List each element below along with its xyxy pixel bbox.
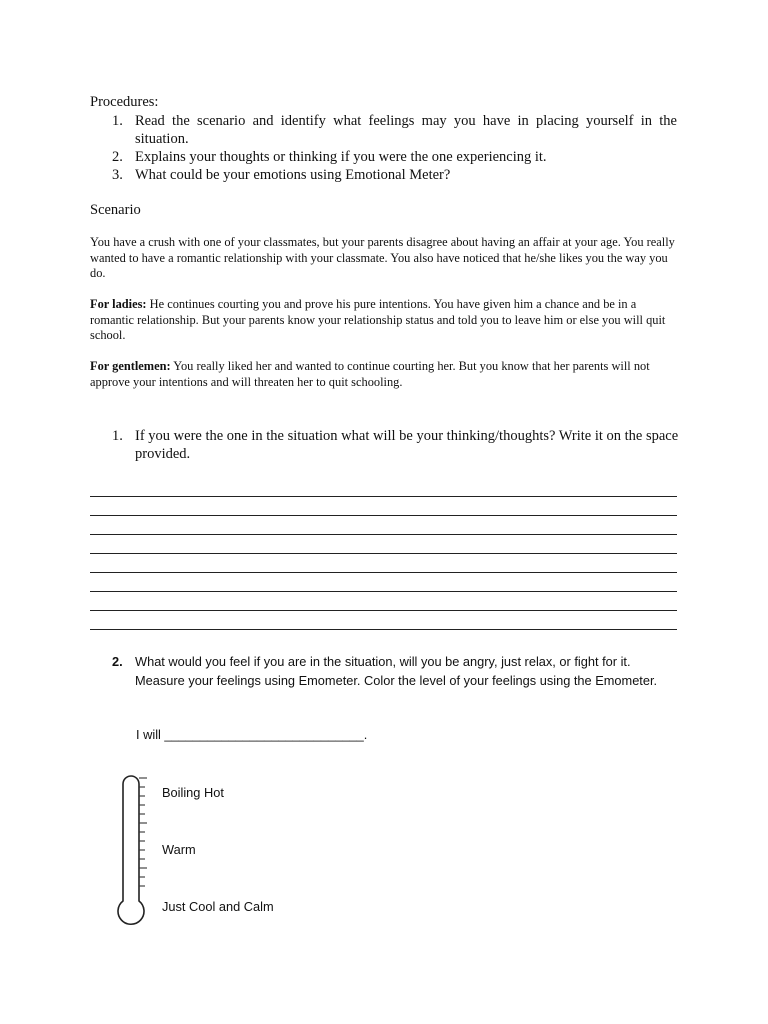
procedure-text: Read the scenario and identify what feelings may you have in placing yourself in the situation.	[135, 113, 677, 147]
gentlemen-text: You really liked her and wanted to continue courting her. But you know that her parents will not approve your intentions and will threaten her to quit schooling.	[90, 359, 650, 389]
question-1-text: If you were the one in the situation what will be your thinking/thoughts? Write it on the space provided.	[135, 428, 679, 462]
scenario-ladies	[90, 297, 678, 344]
answer-line[interactable]	[90, 610, 677, 611]
procedure-item	[90, 148, 677, 166]
level-cool-calm: Just Cool and Calm	[162, 899, 274, 914]
procedure-text: Explains your thoughts or thinking if you were the one experiencing it.	[135, 149, 547, 165]
level-boiling-hot: Boiling Hot	[162, 785, 224, 800]
answer-line[interactable]	[90, 515, 677, 516]
gentlemen-label: For gentlemen:	[90, 359, 171, 373]
procedures-title: Procedures:	[90, 94, 159, 110]
scenario-intro: You have a crush with one of your classmates, but your parents disagree about having an affair at your age. You really wanted to have a romantic relationship with your classmate. You also have noticed that he/she likes you the way you do.	[90, 235, 675, 281]
scenario-title: Scenario	[90, 202, 141, 218]
scenario-gentlemen	[90, 359, 678, 390]
ladies-text: He continues courting you and prove his pure intentions. You have given him a chance and be in a romantic relationship. But your parents know your relationship status and told you to leave him or else you will quit school.	[90, 297, 666, 343]
answer-line[interactable]	[90, 496, 677, 497]
procedure-number: 3.	[112, 167, 123, 183]
answer-line[interactable]	[90, 591, 677, 592]
i-will-field[interactable]: I will ____________________________.	[136, 727, 368, 742]
answer-line[interactable]	[90, 572, 677, 573]
question-2-number: 2.	[112, 654, 123, 669]
answer-line[interactable]	[90, 553, 677, 554]
procedure-text: What could be your emotions using Emotional Meter?	[135, 167, 451, 183]
procedure-number: 2.	[112, 149, 123, 165]
answer-line[interactable]	[90, 629, 677, 630]
procedure-item	[90, 112, 677, 148]
question-1-number: 1.	[112, 428, 123, 444]
procedure-item	[90, 166, 677, 184]
level-warm: Warm	[162, 842, 196, 857]
ladies-label: For ladies:	[90, 297, 147, 311]
thermometer-icon[interactable]	[110, 768, 156, 932]
question-1	[90, 427, 680, 463]
question-2	[90, 652, 680, 690]
answer-line[interactable]	[90, 534, 677, 535]
procedure-number: 1.	[112, 113, 123, 129]
question-2-text: What would you feel if you are in the situation, will you be angry, just relax, or fight for it. Measure your feelings using Emometer. Color the level of your feelings using the Emometer.	[135, 654, 658, 688]
